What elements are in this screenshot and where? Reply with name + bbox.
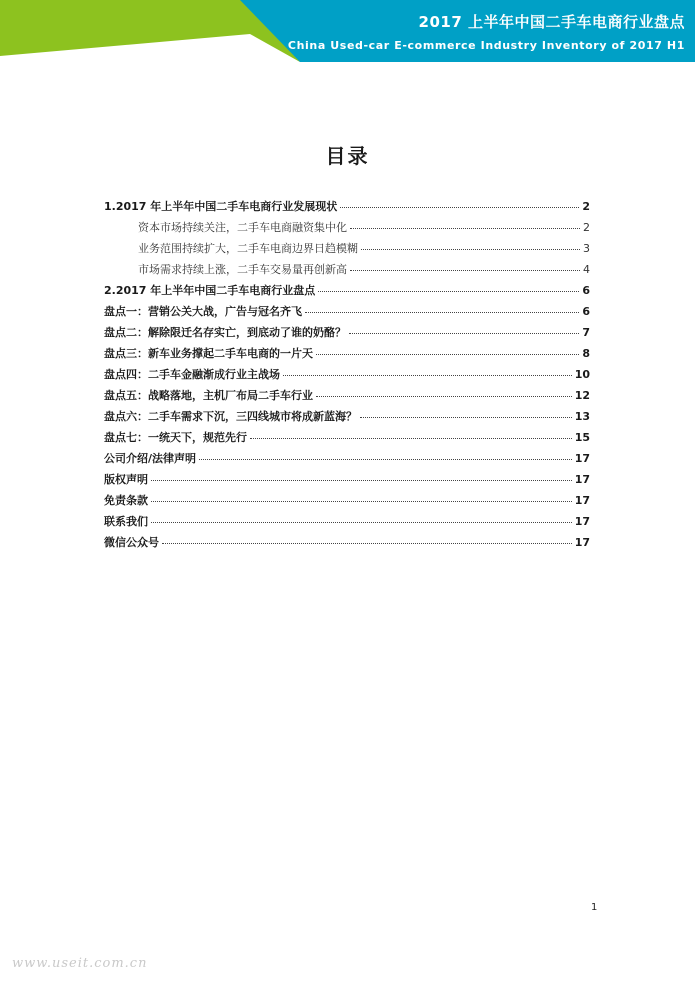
toc-entry[interactable] — [104, 387, 590, 408]
toc-entry-page: 2 — [583, 221, 590, 234]
toc-dot-leader — [350, 269, 580, 271]
toc-entry-label: 微信公众号 — [104, 536, 159, 549]
toc-entry[interactable] — [104, 471, 590, 492]
toc-dot-leader — [199, 458, 572, 460]
toc-entry-page: 17 — [574, 536, 590, 549]
toc-dot-leader — [151, 479, 572, 481]
toc-dot-leader — [318, 290, 579, 292]
header-subtitle: China Used-car E-commerce Industry Inventory of 2017 H1 — [287, 39, 685, 52]
toc-dot-leader — [360, 416, 572, 418]
toc-dot-leader — [151, 500, 572, 502]
toc-entry[interactable] — [104, 513, 590, 534]
toc-dot-leader — [340, 206, 579, 208]
toc-title: 目录 — [325, 144, 370, 168]
toc-entry-page: 8 — [582, 347, 590, 360]
toc-entry-page: 6 — [582, 305, 590, 318]
toc-entry-label: 盘点五：战略落地，主机厂布局二手车行业 — [104, 389, 313, 402]
toc-entry-label: 盘点七：一统天下，规范先行 — [104, 431, 247, 444]
toc-entry-page: 3 — [583, 242, 590, 255]
toc-entry[interactable] — [104, 240, 590, 261]
toc-entry-label: 盘点三：新车业务撑起二手车电商的一片天 — [104, 347, 313, 360]
toc-entry-label: 盘点六：二手车需求下沉，三四线城市将成新蓝海？ — [104, 410, 357, 423]
toc-dot-leader — [316, 395, 572, 397]
toc-entry[interactable] — [104, 261, 590, 282]
toc-entry-label: 盘点一：营销公关大战，广告与冠名齐飞 — [104, 305, 302, 318]
toc-entry-label: 2.2017 年上半年中国二手车电商行业盘点 — [104, 284, 316, 297]
toc-entry[interactable] — [104, 492, 590, 513]
toc-entry-page: 15 — [574, 431, 590, 444]
toc-entry[interactable] — [104, 198, 590, 219]
toc-dot-leader — [283, 374, 572, 376]
toc-entry-page: 7 — [582, 326, 590, 339]
toc-entry-label: 公司介绍/法律声明 — [104, 452, 197, 465]
toc-entry-page: 13 — [574, 410, 590, 423]
toc-entry[interactable] — [104, 324, 590, 345]
toc-entry-page: 10 — [574, 368, 590, 381]
toc-entry[interactable] — [104, 534, 590, 555]
toc-entry-label: 联系我们 — [104, 515, 148, 528]
toc-entry-label: 资本市场持续关注，二手车电商融资集中化 — [138, 221, 347, 234]
toc-entry-page: 6 — [582, 284, 590, 297]
toc-entry-label: 市场需求持续上涨，二手车交易量再创新高 — [138, 263, 347, 276]
toc-entry-page: 2 — [582, 200, 590, 213]
toc-entry-page: 12 — [574, 389, 590, 402]
toc-entry[interactable] — [104, 282, 590, 303]
toc-entry-page: 17 — [574, 515, 590, 528]
toc-entry[interactable] — [104, 219, 590, 240]
toc-dot-leader — [250, 437, 572, 439]
toc-entry-label: 业务范围持续扩大，二手车电商边界日趋模糊 — [138, 242, 358, 255]
page-header — [0, 0, 695, 62]
toc-entry-page: 4 — [583, 263, 590, 276]
toc-entry[interactable] — [104, 408, 590, 429]
toc-dot-leader — [361, 248, 580, 250]
toc-entry[interactable] — [104, 345, 590, 366]
toc-entry-page: 17 — [574, 452, 590, 465]
toc-entry-page: 17 — [574, 494, 590, 507]
watermark: www.useit.com.cn — [12, 956, 148, 971]
toc-entry-label: 版权声明 — [104, 473, 148, 486]
header-title: 2017 上半年中国二手车电商行业盘点 — [418, 13, 685, 31]
toc-dot-leader — [305, 311, 579, 313]
toc-entry[interactable] — [104, 429, 590, 450]
toc-entry-label: 盘点二：解除限迁名存实亡，到底动了谁的奶酪？ — [104, 326, 346, 339]
toc-entry-page: 17 — [574, 473, 590, 486]
toc-entry-label: 免责条款 — [104, 494, 148, 507]
toc-entry[interactable] — [104, 450, 590, 471]
table-of-contents — [104, 198, 590, 555]
toc-dot-leader — [162, 542, 572, 544]
toc-entry[interactable] — [104, 366, 590, 387]
toc-entry-label: 1.2017 年上半年中国二手车电商行业发展现状 — [104, 200, 338, 213]
toc-dot-leader — [349, 332, 579, 334]
toc-dot-leader — [151, 521, 572, 523]
toc-entry-label: 盘点四：二手车金融渐成行业主战场 — [104, 368, 280, 381]
toc-dot-leader — [316, 353, 579, 355]
toc-entry[interactable] — [104, 303, 590, 324]
toc-dot-leader — [350, 227, 580, 229]
page-number: 1 — [591, 902, 598, 913]
